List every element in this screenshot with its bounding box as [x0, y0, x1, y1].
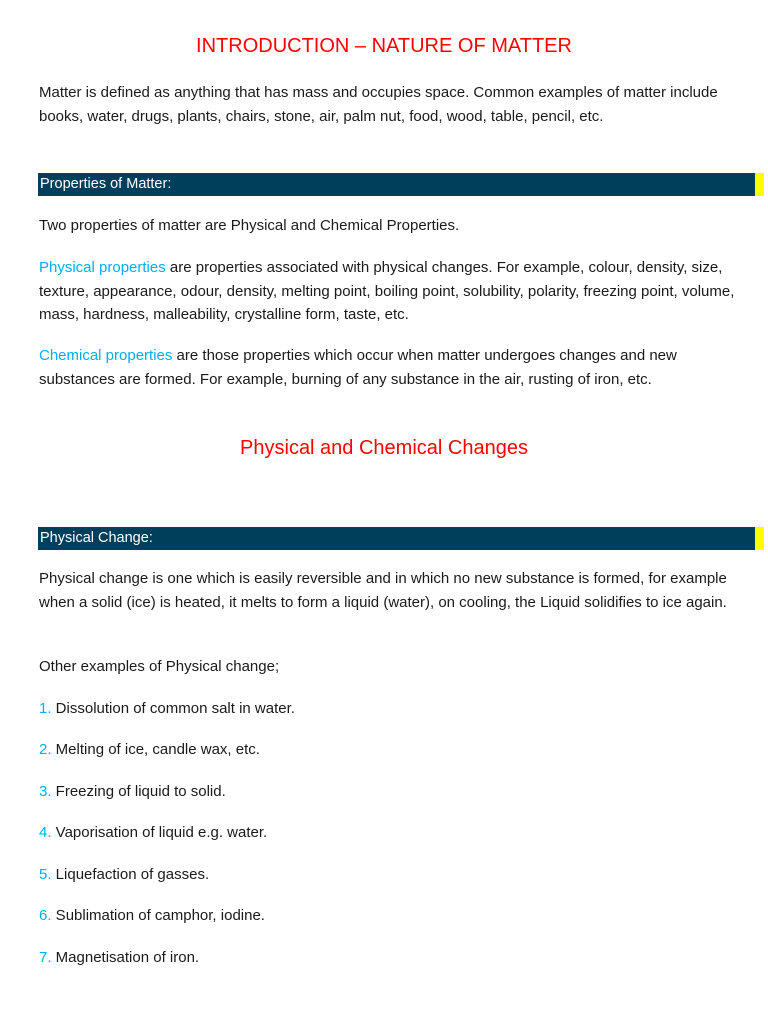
chemical-properties-text: are those properties which occur when matter undergoes changes and new substances are formed. For example, burning of any substance in the air, rusting of iron, etc.	[39, 347, 677, 388]
heading-marker	[755, 173, 764, 196]
list-text: Magnetisation of iron.	[51, 949, 200, 966]
physical-change-definition: Physical change is one which is easily reversible and in which no new substance is formed, for example when a solid (ice) is heated, it melts to form a liquid (water), on cooling, the Liquid solidifies to ice again.	[39, 570, 727, 611]
physical-properties-term: Physical properties	[39, 259, 166, 276]
list-number: 6.	[39, 907, 52, 924]
physical-properties-text: are properties associated with physical changes. For example, colour, density, size, texture, appearance, odour, density, melting point, boiling point, solubility, polarity, freezing point, volume, mass, hardness, malleability, crystalline form, taste, etc.	[39, 259, 735, 323]
list-text: Melting of ice, candle wax, etc.	[51, 741, 260, 758]
properties-summary: Two properties of matter are Physical and Chemical Properties.	[39, 217, 460, 234]
list-number: 3.	[39, 783, 52, 800]
list-number: 2.	[39, 741, 52, 758]
chemical-properties-paragraph	[39, 344, 751, 391]
examples-intro: Other examples of Physical change;	[39, 658, 280, 675]
intro-paragraph: Matter is defined as anything that has mass and occupies space. Common examples of matter include books, water, drugs, plants, chairs, stone, air, palm nut, food, wood, table, pencil, etc.	[39, 84, 718, 125]
list-item	[39, 946, 739, 969]
list-text: Vaporisation of liquid e.g. water.	[51, 824, 268, 841]
list-text: Freezing of liquid to solid.	[51, 783, 226, 800]
list-number: 5.	[39, 866, 52, 883]
list-item	[39, 697, 739, 720]
list-number: 1.	[39, 700, 52, 717]
list-number: 7.	[39, 949, 52, 966]
list-item	[39, 863, 739, 886]
page-title: INTRODUCTION – NATURE OF MATTER	[196, 35, 572, 57]
changes-title: Physical and Chemical Changes	[240, 437, 528, 459]
list-item	[39, 738, 739, 761]
list-item	[39, 904, 739, 927]
list-item	[39, 780, 739, 803]
list-text: Sublimation of camphor, iodine.	[51, 907, 265, 924]
list-number: 4.	[39, 824, 52, 841]
list-item	[39, 821, 739, 844]
physical-properties-paragraph	[39, 256, 751, 327]
list-text: Liquefaction of gasses.	[51, 866, 210, 883]
heading-marker	[755, 527, 764, 550]
chemical-properties-term: Chemical properties	[39, 347, 173, 364]
properties-of-matter-heading: Properties of Matter:	[38, 173, 755, 196]
list-text: Dissolution of common salt in water.	[51, 700, 295, 717]
physical-change-heading: Physical Change:	[38, 527, 755, 550]
